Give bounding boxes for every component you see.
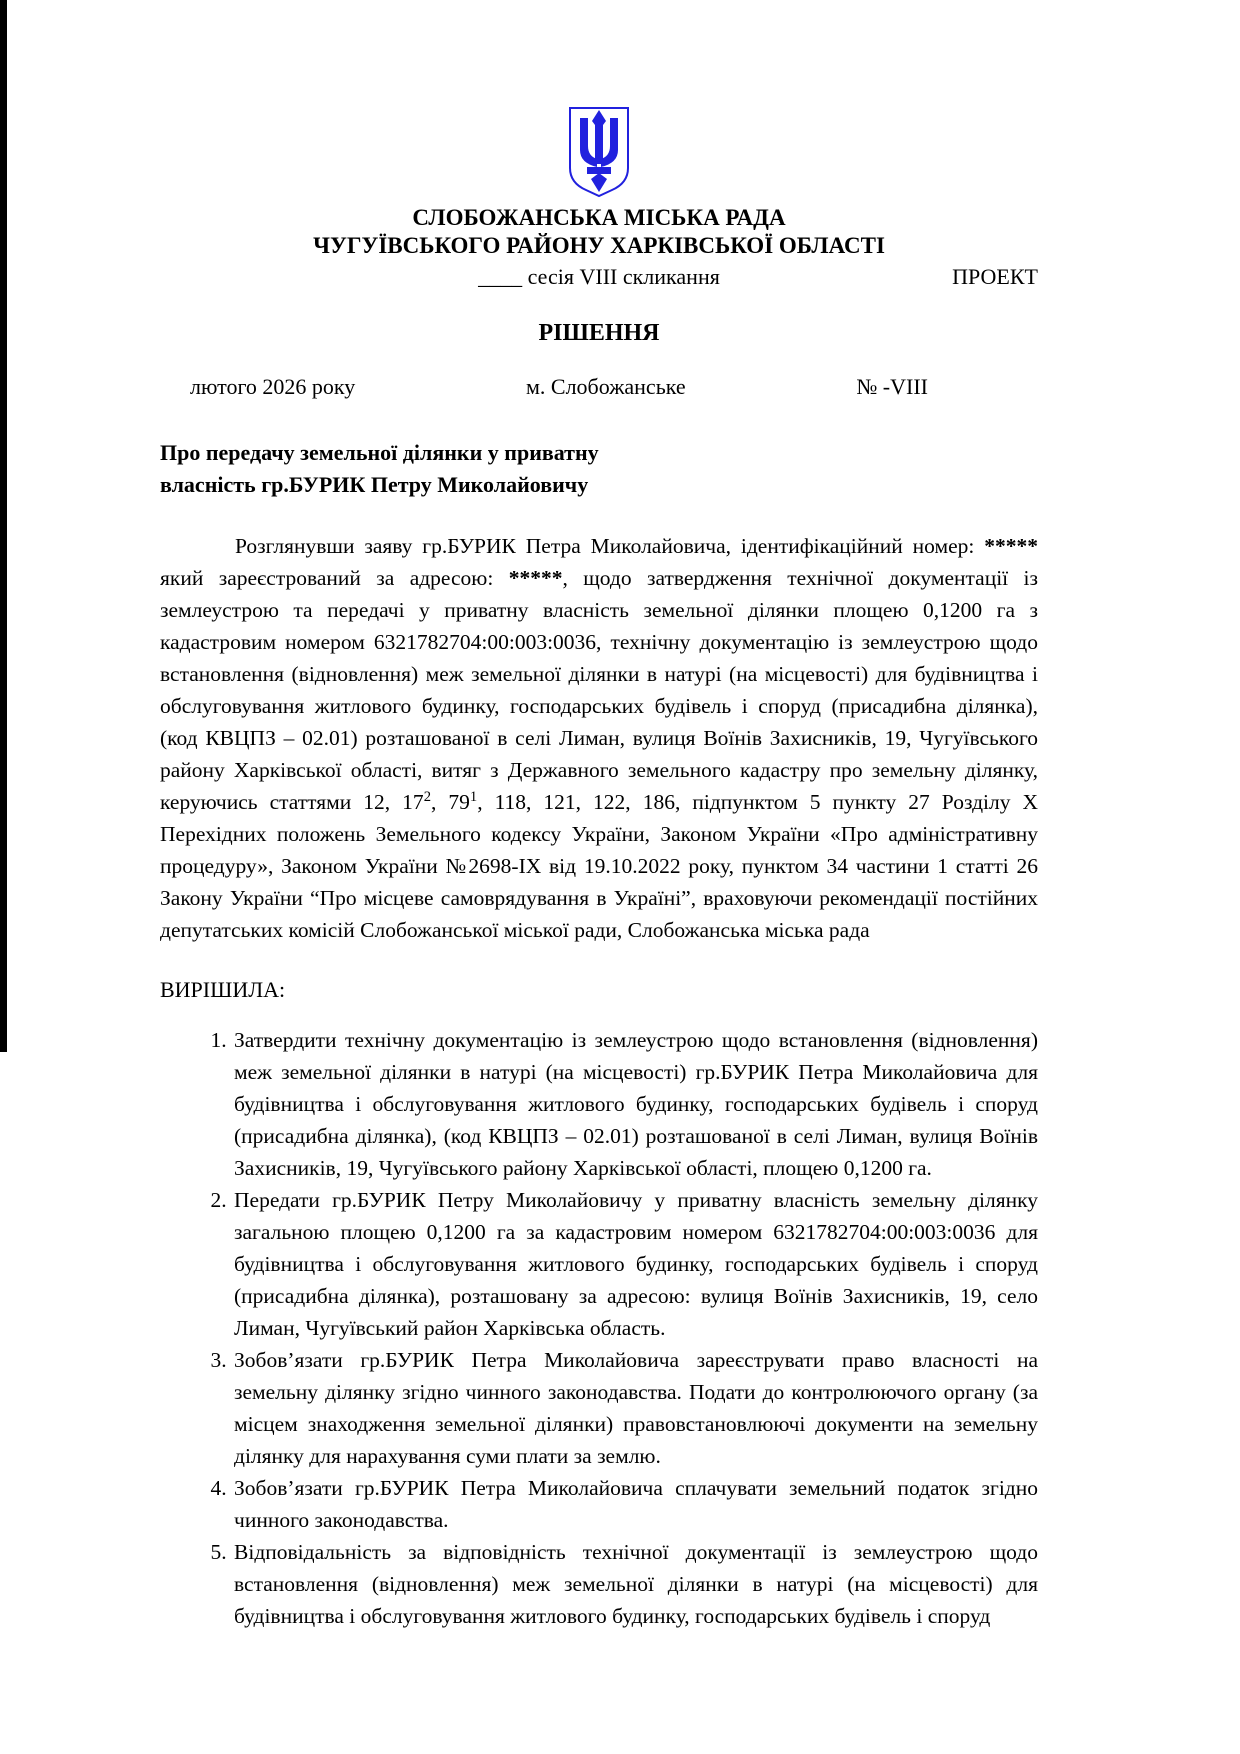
resolution-list <box>160 1024 1038 1632</box>
preamble-paragraph: Розглянувши заяву гр.БУРИК Петра Миколайовича, ідентифікаційний номер: ***** який зареєстрований за адресою: *****, щодо затвердження технічної документації із землеустрою та передачі у приватну власність земельної ділянки площею 0,1200 га з кадастровим номером 6321782704:00:003:0036, технічну документацію із землеустрою щодо встановлення (відновлення) меж земельної ділянки в натурі (на місцевості) для будівництва і обслуговування житлового будинку, господарських будівель і споруд (присадибна ділянка), (код КВЦПЗ – 02.01) розташованої в селі Лиман, вулиця Воїнів Захисників, 19, Чугуївського району Харківської області, витяг з Державного земельного кадастру про земельну ділянку, керуючись статтями 12, $17^2$, $79^1$, 118, 121, 122, 186, підпунктом 5 пункту 27 Розділу X Перехідних положень Земельного кодексу України, Законом України «Про адміністративну процедуру», Законом України №2698-IX від 19.10.2022 року, пунктом 34 частини 1 статті 26 Закону України “Про місцеве самоврядування в Україні”, враховуючи рекомендації постійних депутатських комісій Слобожанської міської ради, Слобожанська міська рада <box>160 534 1039 942</box>
doc-date: лютого 2026 року <box>190 374 356 399</box>
resolution-item-2: 2. Передати гр.БУРИК Петру Миколайовичу у приватну власність земельну ділянку загальною площею 0,1200 га за кадастровим номером 6321782704:00:003:0036 для будівництва і обслуговування житлового будинку, господарських будівель і споруд (присадибна ділянка), розташовану за адресою: вулиця Воїнів Захисників, 19, село Лиман, Чугуївський район Харківська область. <box>232 1184 1038 1344</box>
scan-edge-artifact <box>0 0 7 1052</box>
org-name-line1: СЛОБОЖАНСЬКА МІСЬКА РАДА <box>412 205 786 230</box>
meta-row <box>160 373 1038 400</box>
org-name-line2: ЧУГУЇВСЬКОГО РАЙОНУ ХАРКІВСЬКОЇ ОБЛАСТІ <box>313 233 885 258</box>
project-label: ПРОЕКТ <box>952 264 1038 289</box>
coat-of-arms <box>160 0 1038 198</box>
doc-type-title: РІШЕННЯ <box>538 320 660 346</box>
resolution-item-3: 3. Зобов’язати гр.БУРИК Петра Миколайовича зареєструвати право власності на земельну ділянку згідно чинного законодавства. Подати до контролюючого органу (за місцем знаходження земельної ділянки) правовстановлюючі документи на земельну ділянку для нарахування суми плати за землю. <box>232 1344 1038 1472</box>
session-line: ____ сесія VIII скликання <box>478 264 720 289</box>
subject-title <box>160 437 1038 501</box>
doc-number: № -VIII <box>856 374 928 399</box>
ukraine-trident-icon <box>567 106 631 198</box>
resolution-item-1: 1. Затвердити технічну документацію із землеустрою щодо встановлення (відновлення) меж земельної ділянки в натурі (на місцевості) гр.БУРИК Петра Миколайовича для будівництва і обслуговування житлового будинку, господарських будівель і споруд (присадибна ділянка), (код КВЦПЗ – 02.01) розташованої в селі Лиман, вулиця Воїнів Захисників, 19, Чугуївського району Харківської області, площею 0,1200 га. <box>232 1024 1038 1184</box>
subject-line2: власність гр.БУРИК Петру Миколайовичу <box>160 472 589 497</box>
subject-line1: Про передачу земельної ділянки у приватну <box>160 440 599 465</box>
resolution-item-5: 5. Відповідальність за відповідність технічної документації із землеустрою щодо встановлення (відновлення) меж земельної ділянки в натурі (на місцевості) для будівництва і обслуговування житлового будинку, господарських будівель і споруд <box>232 1536 1038 1632</box>
doc-place: м. Слобожанське <box>525 374 686 399</box>
session-row <box>160 263 1038 290</box>
resolution-item-4: 4. Зобов’язати гр.БУРИК Петра Миколайовича сплачувати земельний податок згідно чинного законодавства. <box>232 1472 1038 1536</box>
document-content <box>160 0 1038 1632</box>
resolved-label: ВИРІШИЛА: <box>160 977 286 1002</box>
